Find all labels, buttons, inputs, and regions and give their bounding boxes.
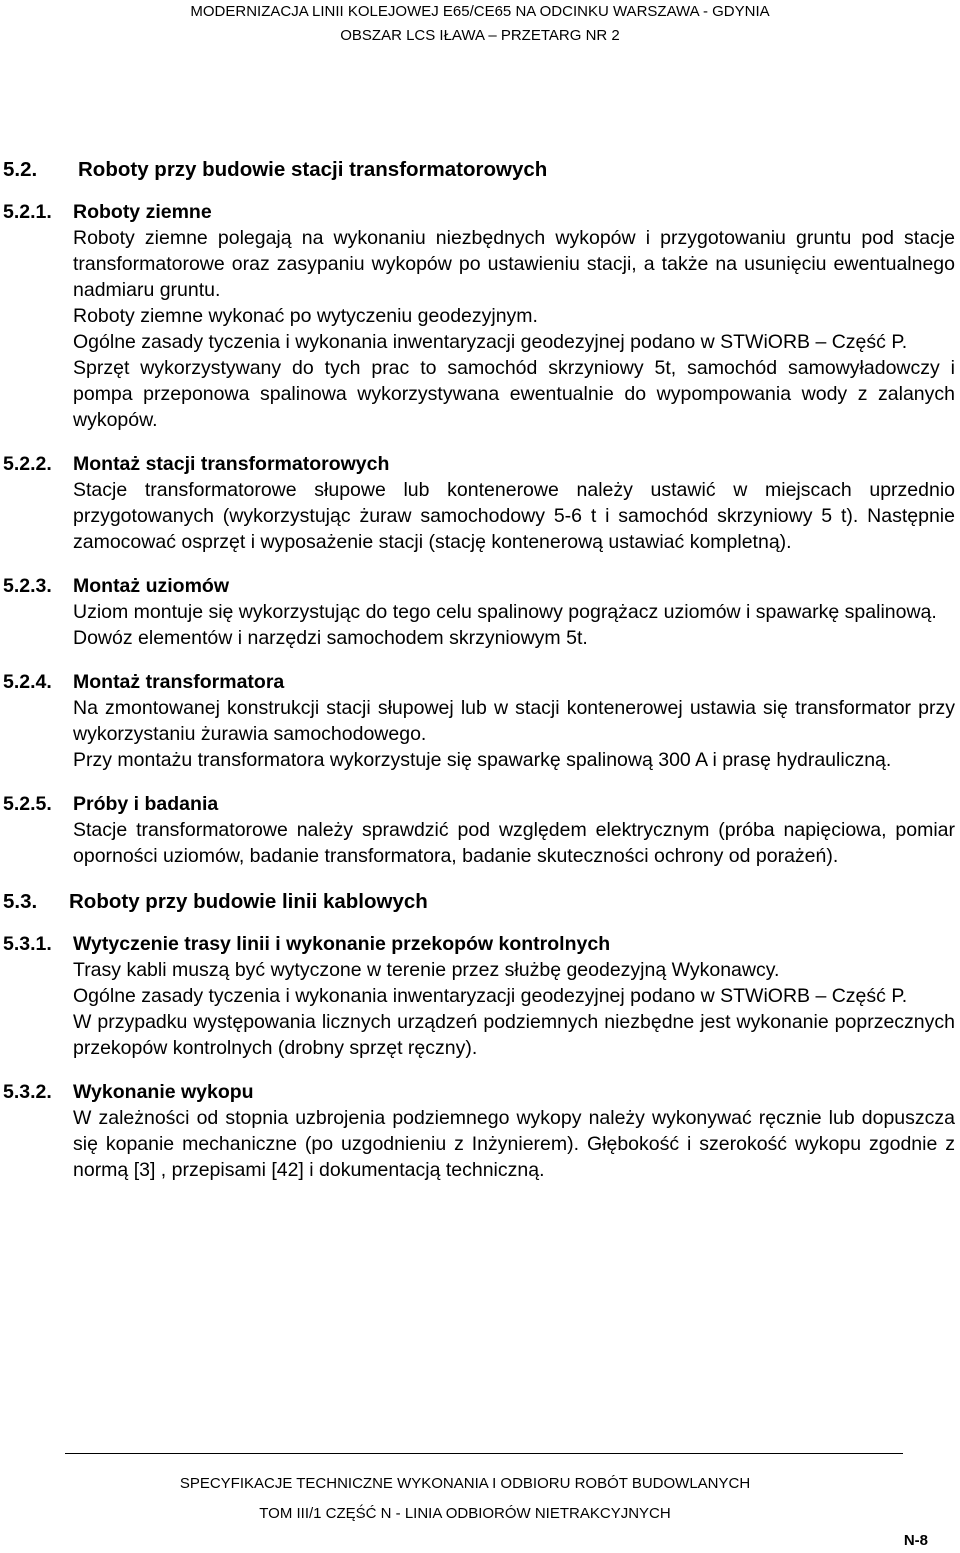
subsection-number: 5.2.5.: [3, 793, 52, 815]
paragraph: Uziom montuje się wykorzystując do tego celu spalinowy pogrążacz uziomów i spawarkę spalinową.: [73, 601, 937, 623]
paragraph: Ogólne zasady tyczenia i wykonania inwentaryzacji geodezyjnej podano w STWiORB – Część P.: [73, 331, 908, 353]
subsection-5-2-1: [3, 199, 955, 433]
paragraph: Roboty ziemne wykonać po wytyczeniu geodezyjnym.: [73, 305, 538, 327]
section-title: Roboty przy budowie linii kablowych: [69, 890, 428, 913]
subsection-number: 5.2.3.: [3, 575, 52, 597]
subsection-5-2-3: [3, 573, 955, 651]
paragraph: W zależności od stopnia uzbrojenia podziemnego wykopy należy wykonywać ręcznie lub dopuszcza się kopanie mechaniczne (po uzgodnieniu z Inżynierem). Głębokość i szerokość wykopu zgodnie z normą [3] , przepisami [42] i dokumentacją techniczną.: [73, 1107, 955, 1181]
subsection-title: Próby i badania: [73, 793, 219, 815]
subsection-title: Montaż uziomów: [73, 575, 229, 597]
page-header: [0, 0, 960, 47]
subsection-heading: [3, 199, 955, 225]
section-heading-5-3: [3, 887, 955, 917]
header-tender-title: OBSZAR LCS IŁAWA – PRZETARG NR 2: [340, 27, 620, 44]
paragraph: Stacje transformatorowe należy sprawdzić pod względem elektrycznym (próba napięciowa, pomiar oporności uziomów, badanie transformatora, badanie skuteczności ochrony od porażeń).: [73, 819, 955, 867]
paragraph: Roboty ziemne polegają na wykonaniu niezbędnych wykopów i przygotowaniu gruntu pod stacje transformatorowe oraz zasypaniu wykopów po ustawieniu stacji, a także na usunięciu ewentualnego nadmiaru gruntu.: [73, 227, 955, 301]
paragraph: Ogólne zasady tyczenia i wykonania inwentaryzacji geodezyjnej podano w STWiORB – Część P.: [73, 985, 908, 1007]
subsection-title: Wytyczenie trasy linii i wykonanie przekopów kontrolnych: [73, 933, 611, 955]
paragraph: Przy montażu transformatora wykorzystuje się spawarkę spalinową 300 A i prasę hydrauliczną.: [73, 749, 892, 771]
subsection-number: 5.2.1.: [3, 201, 52, 223]
subsection-5-2-4: [3, 669, 955, 773]
subsection-heading: [3, 931, 955, 957]
subsection-heading: [3, 451, 955, 477]
section-number: 5.2.: [3, 158, 38, 181]
subsection-number: 5.3.1.: [3, 933, 52, 955]
subsection-number: 5.2.2.: [3, 453, 52, 475]
subsection-5-2-5: [3, 791, 955, 869]
paragraph: Na zmontowanej konstrukcji stacji słupowej lub w stacji kontenerowej ustawia się transformator przy wykorzystaniu żurawia samochodowego.: [73, 697, 955, 745]
page-number: N-8: [903, 1532, 928, 1549]
subsection-5-2-2: [3, 451, 955, 555]
subsection-heading: [3, 1079, 955, 1105]
paragraph: Trasy kabli muszą być wytyczone w terenie przez służbę geodezyjną Wykonawcy.: [73, 959, 780, 981]
paragraph: Dowóz elementów i narzędzi samochodem skrzyniowym 5t.: [73, 627, 588, 649]
subsection-number: 5.3.2.: [3, 1081, 52, 1103]
subsection-heading: [3, 669, 955, 695]
footer-volume-title: TOM III/1 CZĘŚĆ N - LINIA ODBIORÓW NIETRAKCYJNYCH: [259, 1505, 671, 1522]
paragraph: W przypadku występowania licznych urządzeń podziemnych niezbędne jest wykonanie poprzecznych przekopów kontrolnych (drobny sprzęt ręczny).: [73, 1011, 955, 1059]
subsection-5-3-2: [3, 1079, 955, 1183]
subsection-title: Wykonanie wykopu: [73, 1081, 254, 1103]
section-heading-5-2: [3, 155, 955, 185]
footer-divider: [65, 1453, 903, 1454]
subsection-title: Montaż stacji transformatorowych: [73, 453, 390, 475]
document-body: [3, 155, 955, 1201]
paragraph: Sprzęt wykorzystywany do tych prac to samochód skrzyniowy 5t, samochód samowyładowczy i pompa przeponowa spalinowa wykorzystywana ewentualnie do wypompowania wody z zalanych wykopów.: [73, 357, 955, 431]
section-number: 5.3.: [3, 890, 38, 913]
subsection-number: 5.2.4.: [3, 671, 52, 693]
footer-spec-title: SPECYFIKACJE TECHNICZNE WYKONANIA I ODBIORU ROBÓT BUDOWLANYCH: [179, 1475, 751, 1492]
subsection-title: Montaż transformatora: [73, 671, 285, 693]
subsection-heading: [3, 573, 955, 599]
subsection-heading: [3, 791, 955, 817]
header-project-title: MODERNIZACJA LINII KOLEJOWEJ E65/CE65 NA ODCINKU WARSZAWA - GDYNIA: [190, 3, 770, 20]
subsection-title: Roboty ziemne: [73, 201, 212, 223]
paragraph: Stacje transformatorowe słupowe lub kontenerowe należy ustawić w miejscach uprzednio przygotowanych (wykorzystując żuraw samochodowy 5-6 t i samochód skrzyniowy 5 t). Następnie zamocować osprzęt i wyposażenie stacji (stację kontenerową ustawiać kompletną).: [73, 479, 955, 553]
subsection-5-3-1: [3, 931, 955, 1061]
section-title: Roboty przy budowie stacji transformatorowych: [78, 158, 548, 181]
